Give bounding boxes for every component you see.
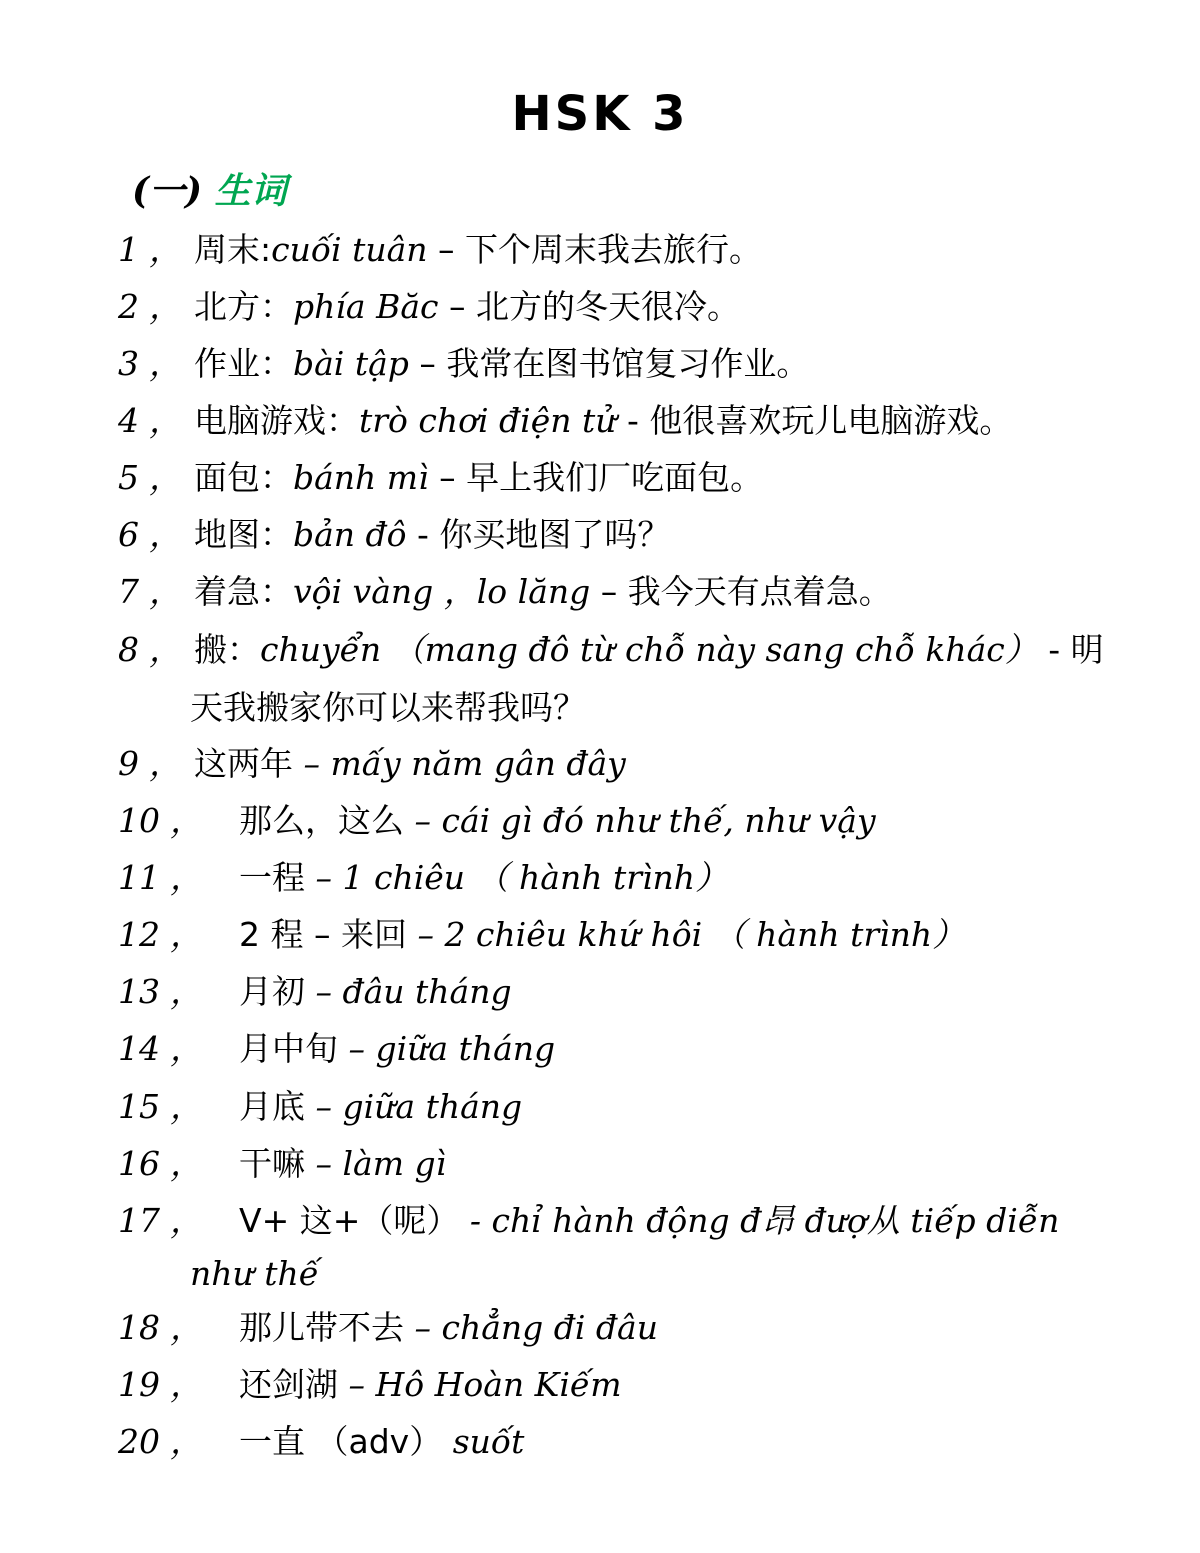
entry-separator: ， — [149, 344, 182, 383]
entry-vietnamese: phía Băc — [293, 287, 439, 326]
entry-vietnamese: bản đô — [293, 515, 407, 554]
entry-chinese: 着急： — [194, 572, 293, 611]
vocab-entry — [118, 564, 1118, 620]
entry-continuation: 天我搬家你可以来帮我吗？ — [190, 688, 586, 727]
entry-separator: ， — [170, 972, 203, 1011]
entry-number: 12 — [118, 915, 160, 954]
entry-example: - 明 — [1037, 630, 1104, 669]
entry-number: 5 — [118, 458, 139, 497]
entry-chinese: 周末: — [194, 230, 272, 269]
entry-vietnamese: chuyển （mang đô từ chỗ này sang chỗ khác） — [260, 630, 1038, 669]
vocab-entry — [118, 1357, 1118, 1413]
vocab-entry — [118, 222, 1118, 278]
entry-number: 18 — [118, 1308, 160, 1347]
vocab-entry — [118, 1021, 1118, 1077]
entry-number: 7 — [118, 572, 139, 611]
vocab-entry — [118, 907, 1118, 963]
entry-vietnamese: – Hô Hoàn Kiếm — [338, 1365, 622, 1404]
entry-number: 19 — [118, 1365, 160, 1404]
entry-chinese: 作业： — [194, 344, 293, 383]
entry-chinese: 一程 — [239, 858, 305, 897]
vocab-entry — [118, 1079, 1118, 1135]
entry-vietnamese: vội vàng ，lo lăng — [293, 572, 591, 611]
entry-vietnamese: - chỉ hành động đ昂 đượ从 tiếp diễn — [459, 1201, 1060, 1240]
entry-vietnamese: bánh mì — [293, 458, 429, 497]
entry-chinese: 月初 — [239, 972, 305, 1011]
entry-number: 2 — [118, 287, 139, 326]
entry-separator: ， — [170, 1422, 203, 1461]
vocab-entry — [118, 1136, 1118, 1192]
vocab-entry — [118, 793, 1118, 849]
entry-chinese: 搬： — [194, 630, 260, 669]
entry-number: 15 — [118, 1087, 160, 1126]
entry-number: 13 — [118, 972, 160, 1011]
entry-chinese: 那么，这么 — [239, 801, 404, 840]
entry-example: – 早上我们厂吃面包。 — [428, 458, 764, 497]
entry-example: – 我常在图书馆复习作业。 — [408, 344, 810, 383]
entry-number: 6 — [118, 515, 139, 554]
entry-example: - 你买地图了吗？ — [406, 515, 671, 554]
entry-separator: ， — [149, 572, 182, 611]
entry-chinese: 北方： — [194, 287, 293, 326]
entry-chinese: 还剑湖 — [239, 1365, 338, 1404]
entry-number: 10 — [118, 801, 160, 840]
entry-separator: ， — [170, 1029, 203, 1068]
entry-chinese: 电脑游戏： — [194, 401, 359, 440]
entry-separator: ， — [170, 1087, 203, 1126]
entry-separator: ， — [170, 1308, 203, 1347]
vocab-entry — [118, 1300, 1118, 1356]
vocab-entry — [118, 736, 1118, 792]
entry-chinese: 干嘛 — [239, 1144, 305, 1183]
entry-vietnamese: cuối tuân — [271, 230, 428, 269]
entry-separator: ， — [170, 1144, 203, 1183]
entry-vietnamese: suốt — [442, 1422, 525, 1461]
entry-number: 9 — [118, 744, 139, 783]
entry-separator: ， — [149, 630, 182, 669]
entry-chinese: 2 程 – 来回 — [239, 915, 407, 954]
entry-chinese: 月中旬 — [239, 1029, 338, 1068]
vocab-entry — [118, 622, 1118, 678]
entry-chinese: 月底 — [239, 1087, 305, 1126]
entry-separator: ， — [149, 230, 182, 269]
entry-example: - 他很喜欢玩儿电脑游戏。 — [616, 401, 1013, 440]
entry-separator: ， — [170, 858, 203, 897]
entry-vietnamese: – 1 chiêu （ hành trình） — [305, 858, 729, 897]
entry-continuation: như thế — [190, 1254, 320, 1293]
entry-vietnamese: – làm gì — [305, 1144, 447, 1183]
entry-separator: ， — [170, 1365, 203, 1404]
entry-number: 1 — [118, 230, 139, 269]
vocab-entry — [118, 450, 1118, 506]
entry-number: 4 — [118, 401, 139, 440]
entry-example: – 北方的冬天很冷。 — [438, 287, 740, 326]
page-title: HSK 3 — [511, 86, 689, 142]
entry-number: 11 — [118, 858, 160, 897]
entry-separator: ， — [170, 1201, 203, 1240]
entry-example: – 我今天有点着急。 — [590, 572, 892, 611]
entry-separator: ， — [149, 515, 182, 554]
entry-vietnamese: – cái gì đó như thế, như vậy — [404, 801, 876, 840]
entry-separator: ， — [149, 458, 182, 497]
entry-separator: ， — [149, 744, 182, 783]
entry-chinese: 地图： — [194, 515, 293, 554]
entry-number: 17 — [118, 1201, 160, 1240]
entry-number: 8 — [118, 630, 139, 669]
entry-chinese: 那儿带不去 — [239, 1308, 404, 1347]
vocab-entry — [118, 964, 1118, 1020]
vocab-entry — [118, 279, 1118, 335]
vocab-entry — [118, 1414, 1118, 1470]
entry-vietnamese: – 2 chiêu khứ hôi （ hành trình） — [406, 915, 966, 954]
entry-vietnamese: – giữa tháng — [338, 1029, 556, 1068]
entry-chinese: 面包： — [194, 458, 293, 497]
entry-vietnamese: trò chơi điện tử — [359, 401, 617, 440]
section-number: (一) — [132, 170, 203, 212]
vocab-entry — [118, 507, 1118, 563]
section-label: 生词 — [214, 171, 287, 212]
vocab-entry — [118, 850, 1118, 906]
entry-vietnamese: – đâu tháng — [305, 972, 512, 1011]
vocab-entry — [118, 336, 1118, 392]
entry-example: – 下个周末我去旅行。 — [427, 230, 763, 269]
entry-vietnamese: – giữa tháng — [305, 1087, 523, 1126]
entry-vietnamese: – chẳng đi đâu — [404, 1308, 658, 1347]
entry-separator: ， — [149, 287, 182, 326]
entry-vietnamese: bài tập — [293, 344, 409, 383]
vocab-entry — [118, 393, 1118, 449]
entry-number: 3 — [118, 344, 139, 383]
entry-chinese: 一直 （adv） — [239, 1422, 443, 1461]
entry-separator: ， — [149, 401, 182, 440]
entry-separator: ， — [170, 915, 203, 954]
section-heading — [132, 166, 287, 217]
vocab-entry — [118, 1193, 1118, 1249]
entry-chinese: V+ 这+（呢） — [239, 1201, 460, 1240]
entry-vietnamese: – mấy năm gân đây — [293, 744, 626, 783]
entry-chinese: 这两年 — [194, 744, 293, 783]
entry-number: 14 — [118, 1029, 160, 1068]
entry-separator: ， — [170, 801, 203, 840]
entry-number: 16 — [118, 1144, 160, 1183]
entry-number: 20 — [118, 1422, 160, 1461]
